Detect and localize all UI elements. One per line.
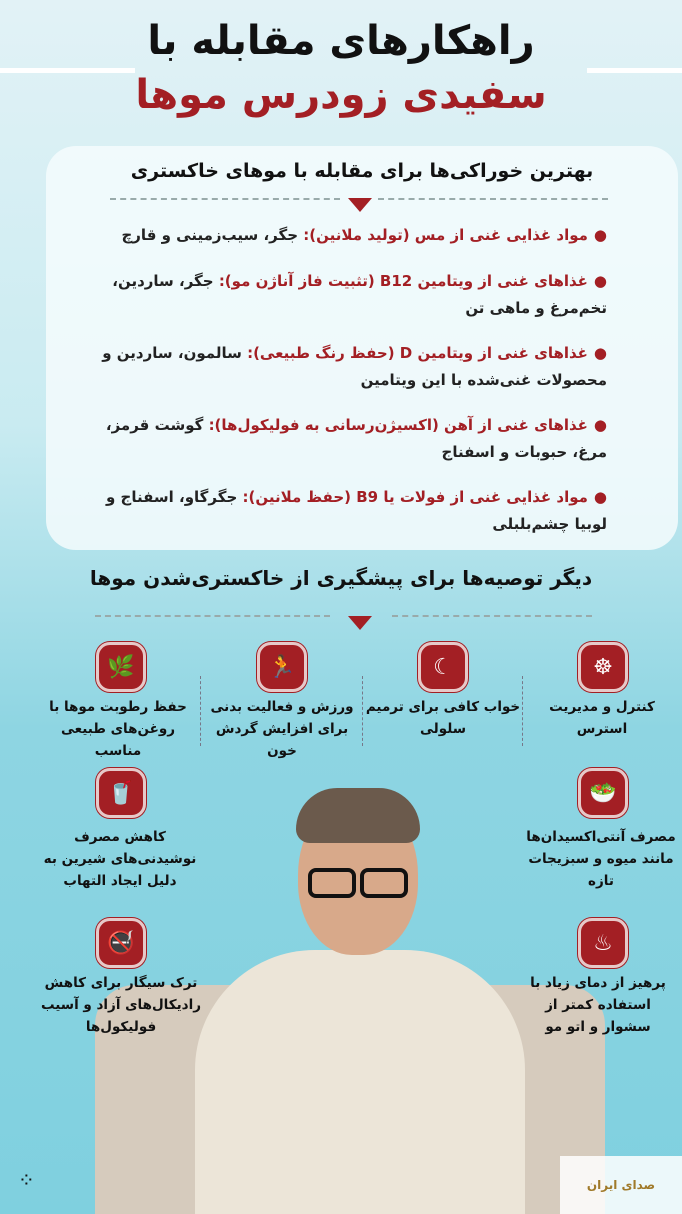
- triangle-pointer-icon: [348, 616, 372, 630]
- dashed-divider: [95, 615, 330, 617]
- food-label: غذاهای غنی از آهن (اکسیژن‌رسانی به فولیکول‌ها):: [208, 416, 588, 434]
- tip-text: ترک سیگار برای کاهش رادیکال‌های آزاد و آسیب فولیکول‌ها: [41, 975, 201, 1035]
- food-text: جگرگاو، اسفناج و لوبیا چشم‌بلبلی: [105, 488, 607, 533]
- dashed-divider: [378, 198, 608, 200]
- person-shirt: [195, 950, 525, 1214]
- food-item: ●غذاهای غنی از آهن (اکسیژن‌رسانی به فولیکول‌ها): گوشت قرمز، مرغ، حبوبات و اسفناج: [105, 416, 607, 461]
- food-label: مواد غذایی غنی از فولات یا B9 (حفظ ملانین):: [242, 488, 588, 506]
- tip-text: ورزش و فعالیت بدنی برای افزایش گردش خون: [210, 699, 354, 759]
- dashed-divider: [392, 615, 592, 617]
- fruit-bowl-icon: 🥗: [578, 768, 628, 818]
- brand-logo: [560, 1156, 682, 1214]
- food-text: گوشت قرمز، مرغ، حبوبات و اسفناج: [105, 416, 607, 461]
- brand-logo-text: صدای ایران: [586, 1178, 656, 1192]
- page-subtitle: سفیدی زودرس موها: [135, 72, 547, 118]
- food-item: ●مواد غذایی غنی از فولات یا B9 (حفظ ملانین): جگرگاو، اسفناج و لوبیا چشم‌بلبلی: [105, 488, 607, 533]
- glasses-lens: [308, 868, 356, 898]
- food-text: جگر، ساردین، تخم‌مرغ و ماهی تن: [112, 272, 607, 317]
- tip-text: مصرف آنتی‌اکسیدان‌ها مانند میوه و سبزیجات تازه: [526, 829, 676, 889]
- food-text: سالمون، ساردین و محصولات غنی‌شده با این ویتامین: [102, 344, 607, 389]
- tips-heading: دیگر توصیه‌ها برای پیشگیری از خاکستری‌شدن موها: [89, 566, 593, 590]
- oil-leaf-icon: 🌿: [96, 642, 146, 692]
- food-item: ●غذاهای غنی از ویتامین D (حفظ رنگ طبیعی): سالمون، ساردین و محصولات غنی‌شده با این ویتامین: [102, 344, 607, 389]
- tip-text: خواب کافی برای ترمیم سلولی: [365, 699, 521, 737]
- glasses-lens: [360, 868, 408, 898]
- person-hair: [296, 788, 420, 843]
- tip-text: کاهش مصرف نوشیدنی‌های شیرین به دلیل ایجاد التهاب: [43, 829, 197, 889]
- tip-text: پرهیز از دمای زیاد با استفاده کمتر از سشوار و اتو مو: [530, 975, 666, 1035]
- dashed-separator: [362, 676, 363, 746]
- tip-text: کنترل و مدیریت استرس: [549, 699, 655, 737]
- exercise-icon: 🏃: [257, 642, 307, 692]
- page-title: راهکارهای مقابله با: [147, 18, 535, 64]
- tip-text: حفظ رطوبت موها با روغن‌های طبیعی مناسب: [49, 699, 187, 759]
- triangle-pointer-icon: [348, 198, 372, 212]
- food-text: جگر، سیب‌زمینی و قارچ: [121, 226, 304, 244]
- sleep-phone-icon: ☾: [418, 642, 468, 692]
- stress-meditation-icon: ☸: [578, 642, 628, 692]
- no-sugary-drink-icon: 🥤: [96, 768, 146, 818]
- dashed-separator: [200, 676, 201, 746]
- food-label: غذاهای غنی از ویتامین B12 (تثبیت فاز آناژن مو):: [218, 272, 588, 290]
- dots-logo-icon: ⁘: [18, 1168, 35, 1192]
- food-item: ●غذاهای غنی از ویتامین B12 (تثبیت فاز آناژن مو): جگر، ساردین، تخم‌مرغ و ماهی تن: [112, 272, 607, 317]
- no-smoking-icon: 🚭: [96, 918, 146, 968]
- foods-heading: بهترین خوراکی‌ها برای مقابله با موهای خاکستری: [130, 160, 594, 182]
- hair-dryer-icon: ♨: [578, 918, 628, 968]
- food-label: غذاهای غنی از ویتامین D (حفظ رنگ طبیعی):: [247, 344, 588, 362]
- food-item: ●مواد غذایی غنی از مس (تولید ملانین): جگر، سیب‌زمینی و قارچ: [121, 226, 607, 244]
- dashed-divider: [110, 198, 340, 200]
- food-label: مواد غذایی غنی از مس (تولید ملانین):: [303, 226, 588, 244]
